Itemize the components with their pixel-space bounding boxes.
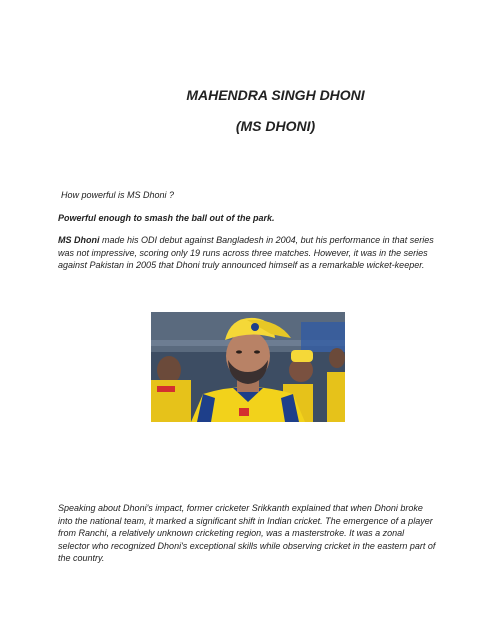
paragraph-body: made his ODI debut against Bangladesh in 2004, but his performance in that series was not impressive, scoring only 19 runs across three matches. However, it was in the series against Pakistan in 2005 that Dhoni truly announced himself as a remarkable wicket-keeper.: [58, 235, 434, 270]
bold-answer-text: Powerful enough to smash the ball out of the park.: [58, 213, 275, 223]
page-subtitle: (MS DHONI): [235, 118, 316, 134]
question-text: How powerful is MS Dhoni ?: [61, 190, 175, 200]
paragraph-debut: [58, 234, 438, 272]
player-photo: [151, 312, 345, 422]
paragraph-impact: Speaking about Dhoni's impact, former cricketer Srikkanth explained that when Dhoni broke into the national team, it marked a significant shift in Indian cricket. The emergence of a player from Ranchi, a relatively unknown cricketing region, was a masterstroke. It was a zonal selector who recognized Dhoni's exceptional skills while observing cricket in the eastern part of the country.: [58, 503, 436, 563]
page-title: MAHENDRA SINGH DHONI: [186, 87, 365, 103]
player-photo-illustration: [151, 312, 345, 422]
paragraph-lead: MS Dhoni: [58, 235, 100, 245]
